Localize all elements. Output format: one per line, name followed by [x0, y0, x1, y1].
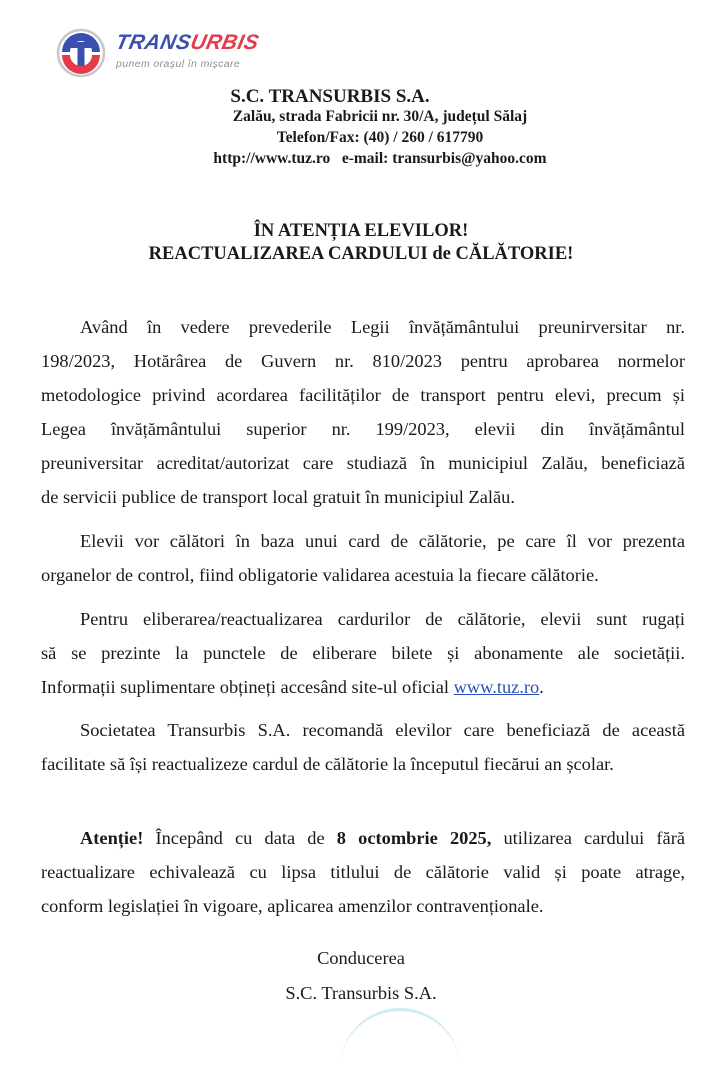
warning-line: conform legislației în vigoare, aplicarea amenzilor contravenționale.: [41, 896, 544, 916]
paragraph-1-line: Având în vedere prevederile Legii învățământului preunirversitar nr.: [80, 317, 685, 337]
paragraph-3-text: Informații suplimentare obțineți accesând site-ul oficial: [41, 677, 454, 697]
company-phone: Telefon/Fax: (40) / 260 / 617790: [276, 129, 484, 146]
paragraph-3-line: Pentru eliberarea/reactualizarea cardurilor de călătorie, elevii sunt rugați: [80, 609, 685, 629]
warning-text: Începând cu data de: [143, 828, 337, 848]
warning-line: reactualizare echivalează cu lipsa titlului de călătorie valid și poate atrage,: [41, 862, 685, 882]
warning-date: 8 octombrie 2025,: [336, 828, 492, 848]
notice-title: ÎN ATENȚIA ELEVILOR!: [253, 221, 469, 241]
paragraph-4-line: Societatea Transurbis S.A. recomandă elevilor care beneficiază de această: [80, 720, 685, 740]
company-address: Zalău, strada Fabricii nr. 30/A, județul Sălaj: [232, 108, 528, 125]
warning-line: [80, 827, 685, 849]
paragraph-1-line: Legea învățământului superior nr. 199/2023, elevii din învățământul: [41, 419, 685, 439]
company-web-email: http://www.tuz.ro e-mail: transurbis@yahoo.com: [213, 150, 547, 167]
brand-wordmark: [114, 32, 261, 53]
website-link[interactable]: www.tuz.ro: [453, 677, 540, 697]
notice-subtitle: REACTUALIZAREA CARDULUI de CĂLĂTORIE!: [148, 244, 574, 264]
company-stamp: [340, 1008, 460, 1071]
paragraph-2-line: organelor de control, fiind obligatorie validarea acestuia la fiecare călătorie.: [41, 565, 599, 585]
paragraph-1-line: 198/2023, Hotărârea de Guvern nr. 810/2023 pentru aprobarea normelor: [41, 351, 685, 371]
paragraph-3-period: .: [539, 677, 544, 697]
paragraph-4-line: facilitate să își reactualizeze cardul de călătorie la începutul fiecărui an școlar.: [41, 754, 614, 774]
brand-part-urbis: URBIS: [188, 31, 262, 54]
warning-text: utilizarea cardului fără: [491, 828, 685, 848]
warning-label: Atenție!: [80, 828, 144, 848]
brand-part-trans: TRANS: [113, 31, 194, 54]
transurbis-logo-icon: [56, 28, 106, 78]
brand-slogan: punem orașul în mișcare: [116, 58, 241, 70]
paragraph-3-line: să se prezinte la punctele de eliberare bilete și abonamente ale societății.: [41, 643, 685, 663]
paragraph-2-line: Elevii vor călători în baza unui card de călătorie, pe care îl vor prezenta: [80, 531, 685, 551]
paragraph-1-line: preuniversitar acreditat/autorizat care studiază în municipiul Zalău, beneficiază: [41, 453, 685, 473]
signature-title: Conducerea: [317, 948, 405, 968]
paragraph-3-line-with-link: [41, 676, 685, 698]
paragraph-1-line: de servicii publice de transport local gratuit în municipiul Zalău.: [41, 487, 515, 507]
paragraph-1-line: metodologice privind acordarea facilităților de transport pentru elevi, precum și: [41, 385, 685, 405]
company-logo: [52, 26, 272, 82]
signature-company: S.C. Transurbis S.A.: [285, 983, 437, 1003]
company-name: S.C. TRANSURBIS S.A.: [230, 86, 430, 107]
